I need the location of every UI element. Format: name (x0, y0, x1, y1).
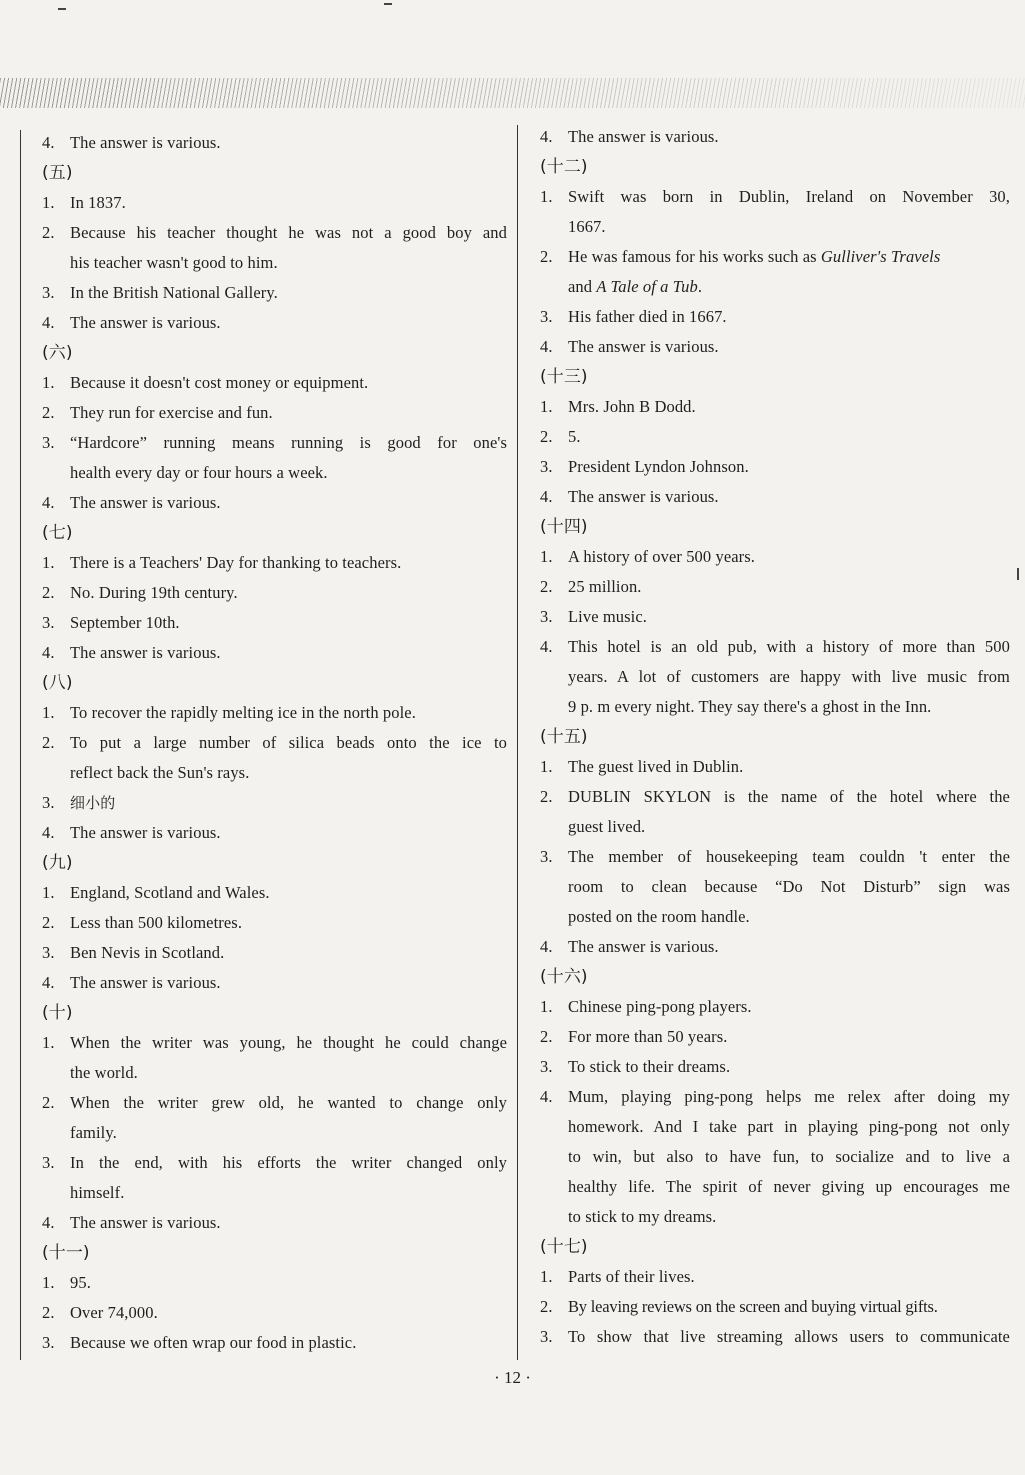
page-number: · 12 · (494, 1368, 531, 1387)
answer-continuation: 9 p. m every night. They say there's a ghost in the Inn. (568, 697, 932, 716)
scan-mark-top-left (58, 8, 66, 10)
answer-item: 2. When the writer grew old, he wanted to change only (42, 1093, 507, 1112)
answer-item: 3. 细小的 (42, 793, 116, 812)
section-heading-8: (八) (42, 673, 73, 693)
answer-item: 4. The answer is various. (540, 337, 719, 356)
answer-item: 2. To put a large number of silica beads onto the ice to (42, 733, 507, 752)
answer-item: 4. The answer is various. (42, 643, 221, 662)
section-heading-14: (十四) (540, 517, 588, 537)
answer-item: 4. The answer is various. (42, 1213, 221, 1232)
answer-item: 3. Ben Nevis in Scotland. (42, 943, 225, 962)
answer-item: 4. The answer is various. (540, 487, 719, 506)
answer-item: 3. The member of housekeeping team couldn 't enter the (540, 847, 1010, 866)
answer-item: 4. The answer is various. (42, 973, 221, 992)
answer-item: 1. 95. (42, 1273, 91, 1292)
answer-item: 4. The answer is various. (42, 823, 221, 842)
answer-text: He was famous for his works such as Gulliver's Travels (568, 247, 941, 266)
answer-item: 1. The guest lived in Dublin. (540, 757, 744, 776)
answer-continuation: homework. And I take part in playing ping-pong not only (568, 1117, 1010, 1136)
answer-item: 1. Chinese ping-pong players. (540, 997, 752, 1016)
answer-continuation: room to clean because “Do Not Disturb” sign was (568, 877, 1010, 896)
answer-continuation: 1667. (568, 217, 606, 236)
answer-item: 3. September 10th. (42, 613, 180, 632)
answer-item: 1. Mrs. John B Dodd. (540, 397, 696, 416)
answer-item: 3. To show that live streaming allows users to communicate (540, 1327, 1010, 1346)
left-column (42, 128, 507, 1358)
answer-item: 2. They run for exercise and fun. (42, 403, 273, 422)
answer-item: 3. “Hardcore” running means running is good for one's (42, 433, 507, 452)
section-heading-12: (十二) (540, 157, 588, 177)
scan-mark-right-edge (1017, 568, 1019, 580)
section-heading-16: (十六) (540, 967, 588, 987)
answer-continuation: the world. (70, 1063, 138, 1082)
section-heading-13: (十三) (540, 367, 588, 387)
answer-item: 1. A history of over 500 years. (540, 547, 756, 566)
answer-item: 3. To stick to their dreams. (540, 1057, 731, 1076)
answer-item: 2. Because his teacher thought he was not a good boy and (42, 223, 507, 242)
header-decorative-band (0, 78, 1025, 108)
answer-item: 4. The answer is various. (42, 493, 221, 512)
answer-item: 1. Because it doesn't cost money or equipment. (42, 373, 369, 392)
answer-item: 4. The answer is various. (42, 313, 221, 332)
section-heading-5: (五) (42, 163, 73, 183)
answer-item: 2. Less than 500 kilometres. (42, 913, 243, 932)
section-heading-11: (十一) (42, 1243, 90, 1263)
answer-item: 1. Swift was born in Dublin, Ireland on November 30, (540, 187, 1010, 206)
section-heading-15: (十五) (540, 727, 588, 747)
answer-item: 2. Over 74,000. (42, 1303, 158, 1322)
answer-item: 2. By leaving reviews on the screen and buying virtual gifts. (540, 1297, 938, 1316)
answer-item: 3. His father died in 1667. (540, 307, 727, 326)
section-heading-9: (九) (42, 853, 73, 873)
answer-item: 3. In the British National Gallery. (42, 283, 278, 302)
answer-continuation: to stick to my dreams. (568, 1207, 717, 1226)
answer-item: 2. 5. (540, 427, 581, 446)
answer-continuation: family. (70, 1123, 117, 1142)
answer-item: 1. In 1837. (42, 193, 126, 212)
answer-item: 1. There is a Teachers' Day for thanking to teachers. (42, 553, 402, 572)
section-heading-17: (十七) (540, 1237, 588, 1257)
answer-item: 2. He was famous for his works such as Gulliver's Travels (540, 242, 1010, 272)
scan-mark-top-center (384, 3, 392, 5)
section-heading-6: (六) (42, 343, 73, 363)
answer-item: 4. This hotel is an old pub, with a history of more than 500 (540, 637, 1010, 656)
answer-item: 1. England, Scotland and Wales. (42, 883, 270, 902)
section-heading-10: (十) (42, 1003, 73, 1023)
book-title: A Tale of a Tub (596, 277, 698, 296)
answer-item: 3. President Lyndon Johnson. (540, 457, 749, 476)
answer-continuation: posted on the room handle. (568, 907, 750, 926)
answer-continuation: to win, but also to have fun, to socialize and to live a (568, 1147, 1010, 1166)
left-column-rule (20, 130, 21, 1360)
answer-continuation: his teacher wasn't good to him. (70, 253, 278, 272)
answer-continuation: and A Tale of a Tub. (568, 277, 703, 296)
answer-item: 1. To recover the rapidly melting ice in the north pole. (42, 703, 416, 722)
answer-item: 4. Mum, playing ping-pong helps me relex after doing my (540, 1087, 1010, 1106)
book-title: Gulliver's Travels (820, 247, 941, 266)
answer-item: 2. For more than 50 years. (540, 1027, 728, 1046)
answer-continuation: health every day or four hours a week. (70, 463, 328, 482)
answer-item: 4. The answer is various. (540, 127, 719, 146)
answer-item: 2. 25 million. (540, 577, 642, 596)
answer-item: 3. Because we often wrap our food in plastic. (42, 1333, 357, 1352)
answer-item: 4. The answer is various. (540, 937, 719, 956)
column-divider (517, 125, 518, 1360)
answer-continuation: reflect back the Sun's rays. (70, 763, 250, 782)
answer-item: 4. The answer is various. (42, 133, 221, 152)
answer-item: 1. Parts of their lives. (540, 1267, 695, 1286)
answer-item: 3. Live music. (540, 607, 647, 626)
answer-continuation: himself. (70, 1183, 125, 1202)
section-heading-7: (七) (42, 523, 73, 543)
right-column (540, 122, 1010, 1352)
answer-continuation: healthy life. The spirit of never giving up encourages me (568, 1177, 1010, 1196)
answer-item: 2. DUBLIN SKYLON is the name of the hotel where the (540, 787, 1010, 806)
answer-item: 3. In the end, with his efforts the writer changed only (42, 1153, 507, 1172)
answer-item: 1. When the writer was young, he thought he could change (42, 1033, 507, 1052)
answer-item: 2. No. During 19th century. (42, 583, 238, 602)
answer-continuation: years. A lot of customers are happy with live music from (568, 667, 1010, 686)
answer-continuation: guest lived. (568, 817, 646, 836)
